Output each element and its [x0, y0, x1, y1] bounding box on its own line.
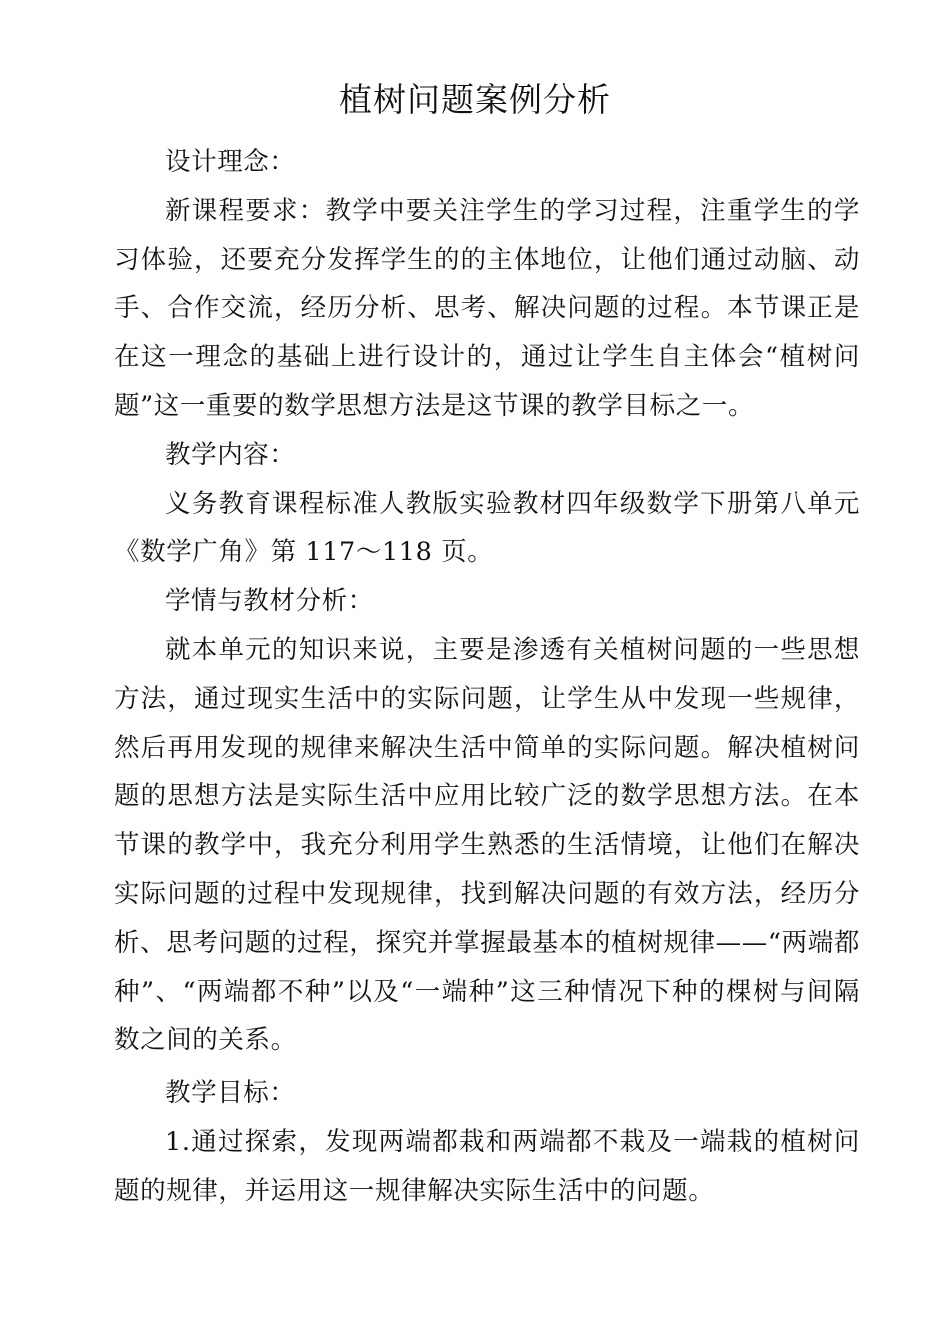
paragraph-analysis: 就本单元的知识来说，主要是渗透有关植树问题的一些思想方法，通过现实生活中的实际问题，让学生从中发现一些规律，然后再用发现的规律来解决生活中简单的实际问题。解决植树问题的思想方法是实际生活中应用比较广泛的数学思想方法。在本节课的教学中，我充分利用学生熟悉的生活情境，让他们在解决实际问题的过程中发现规律，找到解决问题的有效方法，经历分析、思考问题的过程，探究并掌握最基本的植树规律——“两端都种”、“两端都不种”以及“一端种”这三种情况下种的棵树与间隔数之间的关系。: [114, 634, 860, 1056]
paragraph-design-concept: 新课程要求：教学中要关注学生的学习过程，注重学生的学习体验，还要充分发挥学生的的主体地位，让他们通过动脑、动手、合作交流，经历分析、思考、解决问题的过程。本节课正是在这一理念的基础上进行设计的，通过让学生自主体会“植树问题”这一重要的数学思想方法是这节课的教学目标之一。: [114, 195, 860, 421]
paragraph-teaching-goal-1: 1.通过探索，发现两端都栽和两端都不栽及一端栽的植树问题的规律，并运用这一规律解决实际生活中的问题。: [114, 1126, 860, 1206]
paragraph-teaching-content: 义务教育课程标准人教版实验教材四年级数学下册第八单元《数学广角》第 117～118 页。: [114, 488, 860, 568]
document-title: 植树问题案例分析: [339, 80, 611, 119]
section-heading-teaching-goals: 教学目标：: [165, 1078, 296, 1109]
document-body: [114, 138, 860, 1216]
section-heading-design-concept: 设计理念：: [165, 147, 296, 177]
section-heading-analysis: 学情与教材分析：: [165, 586, 374, 617]
section-heading-teaching-content: 教学内容：: [165, 439, 296, 470]
